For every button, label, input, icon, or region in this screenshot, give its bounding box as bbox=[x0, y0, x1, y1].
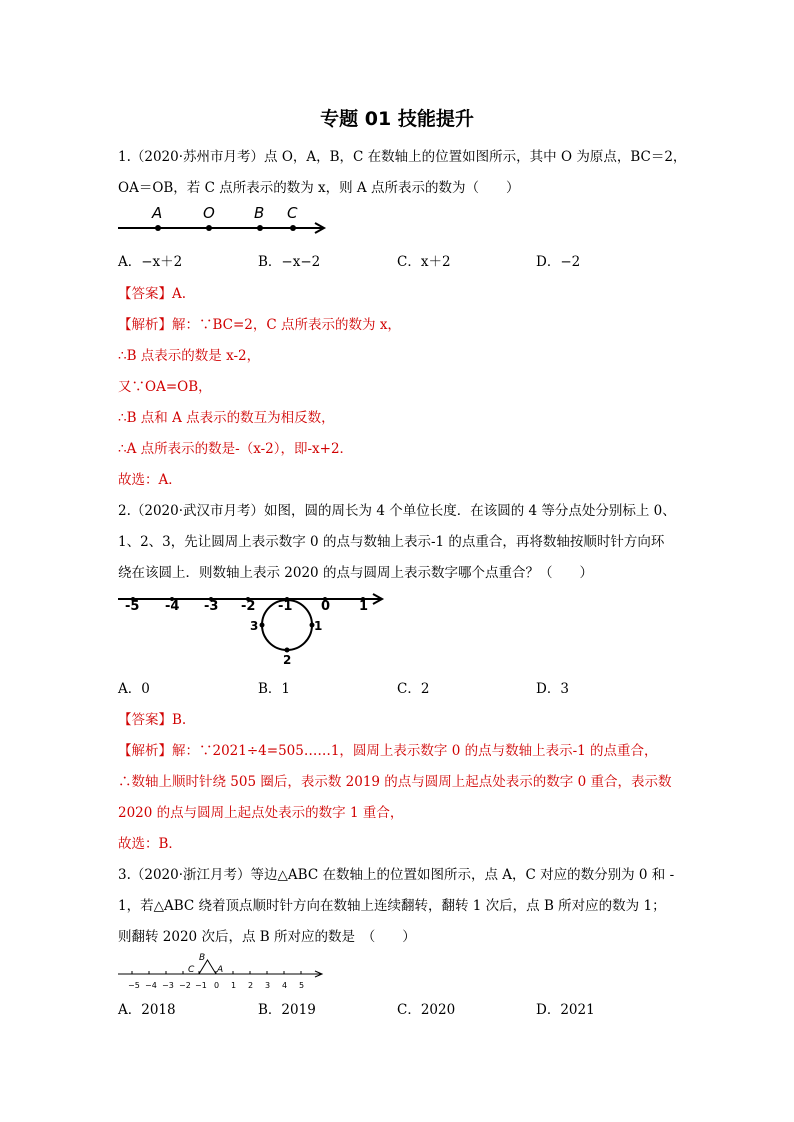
q3-axis-label-2: 2 bbox=[248, 981, 254, 990]
q2-option-b[interactable]: B．1 bbox=[258, 681, 291, 697]
q1-label-b: B bbox=[254, 204, 265, 222]
q1-label-a: A bbox=[152, 204, 163, 222]
q1-analysis-line6: 故选：A． bbox=[118, 472, 182, 488]
q3-option-b[interactable]: B．2019 bbox=[258, 1002, 316, 1018]
q3-axis-label-neg4: −4 bbox=[145, 981, 157, 990]
q3-triangle-label-a: A bbox=[217, 965, 224, 975]
q2-circle-number-line-figure bbox=[115, 588, 390, 670]
q2-stem-line2: 1、2、3，先让圆周上表示数字 0 的点与数轴上表示-1 的点重合，再将数轴按顺时针方向环 bbox=[118, 534, 665, 550]
q3-triangle-label-b: B bbox=[199, 953, 206, 963]
q1-point-b bbox=[257, 225, 263, 231]
q2-analysis-line4: 故选：B． bbox=[118, 836, 182, 852]
q3-option-a[interactable]: A．2018 bbox=[118, 1002, 176, 1018]
q2-axis-label-neg3: -3 bbox=[204, 599, 219, 614]
q2-analysis-line1: 【解析】解：∵2021÷4=505……1，圆周上表示数字 0 的点与数轴上表示-1 的点重合， bbox=[118, 743, 658, 759]
q1-label-o: O bbox=[203, 204, 215, 222]
q2-stem-line3: 绕在该圆上．则数轴上表示 2020 的点与圆周上表示数字哪个点重合？（ ） bbox=[118, 565, 593, 581]
q3-stem-line1: 3.（2020·浙江月考）等边△ABC 在数轴上的位置如图所示，点 A，C 对应的数分别为 0 和 - bbox=[118, 867, 675, 883]
q3-axis-label-neg5: −5 bbox=[128, 981, 140, 990]
q2-axis-label-neg2: -2 bbox=[241, 599, 256, 614]
q3-axis-label-4: 4 bbox=[282, 981, 288, 990]
q2-axis-label-0: 0 bbox=[321, 599, 331, 614]
q1-option-a[interactable]: A．−x＋2 bbox=[118, 254, 183, 270]
q1-label-c: C bbox=[287, 204, 298, 222]
q2-axis-label-neg4: -4 bbox=[165, 599, 180, 614]
q1-stem-line1: 1.（2020·苏州市月考）点 O，A，B，C 在数轴上的位置如图所示，其中 O 为原点，BC＝2， bbox=[118, 149, 687, 165]
q3-stem-line2: 1，若△ABC 绕着顶点顺时针方向在数轴上连续翻转，翻转 1 次后，点 B 所对应的数为 1； bbox=[118, 898, 666, 914]
q3-axis-label-5: 5 bbox=[299, 981, 305, 990]
q3-axis-label-neg3: −3 bbox=[162, 981, 174, 990]
q2-option-d[interactable]: D．3 bbox=[536, 681, 569, 697]
q1-analysis-line2: ∴B 点表示的数是 x-2， bbox=[118, 348, 261, 364]
page-title: 专题 01 技能提升 bbox=[320, 108, 474, 130]
q3-axis-label-neg1: −1 bbox=[195, 981, 207, 990]
q1-number-line-figure bbox=[115, 200, 335, 240]
q1-point-o bbox=[206, 225, 212, 231]
q3-option-c[interactable]: C．2020 bbox=[397, 1002, 456, 1018]
q2-circle-label-3: 3 bbox=[250, 619, 259, 633]
q2-axis-label-neg5: -5 bbox=[125, 599, 140, 614]
q3-triangle-number-line-figure bbox=[115, 950, 330, 992]
q1-point-c bbox=[290, 225, 296, 231]
q1-analysis-line4: ∴B 点和 A 点表示的数互为相反数， bbox=[118, 410, 335, 426]
q1-analysis-line5: ∴A 点所表示的数是-（x-2），即-x+2． bbox=[118, 441, 354, 457]
q2-option-c[interactable]: C．2 bbox=[397, 681, 430, 697]
q1-stem-line2: OA＝OB，若 C 点所表示的数为 x，则 A 点所表示的数为（ ） bbox=[118, 180, 520, 196]
q1-option-b[interactable]: B．−x−2 bbox=[258, 254, 321, 270]
q2-axis-label-1: 1 bbox=[359, 599, 369, 614]
q3-stem-line3: 则翻转 2020 次后，点 B 所对应的数是 （ ） bbox=[118, 929, 416, 945]
q1-answer: 【答案】A. bbox=[118, 286, 187, 302]
q1-option-c[interactable]: C．x＋2 bbox=[397, 254, 451, 270]
q2-circle-label-1: 1 bbox=[314, 619, 323, 633]
q2-analysis-line3: 2020 的点与圆周上起点处表示的数字 1 重合， bbox=[118, 805, 404, 821]
q3-option-d[interactable]: D．2021 bbox=[536, 1002, 595, 1018]
q1-analysis-line3: 又∵OA=OB， bbox=[118, 379, 212, 395]
q3-triangle-label-c: C bbox=[188, 965, 195, 975]
q2-answer: 【答案】B. bbox=[118, 712, 187, 728]
q3-axis-label-1: 1 bbox=[231, 981, 237, 990]
q2-option-a[interactable]: A．0 bbox=[118, 681, 150, 697]
q1-analysis-line1: 【解析】解：∵BC=2，C 点所表示的数为 x， bbox=[118, 317, 401, 333]
q2-circle-label-2: 2 bbox=[283, 653, 292, 667]
q3-axis-label-0: 0 bbox=[214, 981, 220, 990]
q2-stem-line1: 2.（2020·武汉市月考）如图，圆的周长为 4 个单位长度．在该圆的 4 等分点处分别标上 0、 bbox=[118, 503, 676, 519]
q3-axis-label-neg2: −2 bbox=[179, 981, 191, 990]
q2-axis-label-neg1: -1 bbox=[278, 599, 293, 614]
q3-axis-label-3: 3 bbox=[265, 981, 271, 990]
q1-option-d[interactable]: D．−2 bbox=[536, 254, 581, 270]
q2-analysis-line2: ∴数轴上顺时针绕 505 圈后，表示数 2019 的点与圆周上起点处表示的数字 0 重合，表示数 bbox=[118, 774, 672, 790]
q1-point-a bbox=[155, 225, 161, 231]
